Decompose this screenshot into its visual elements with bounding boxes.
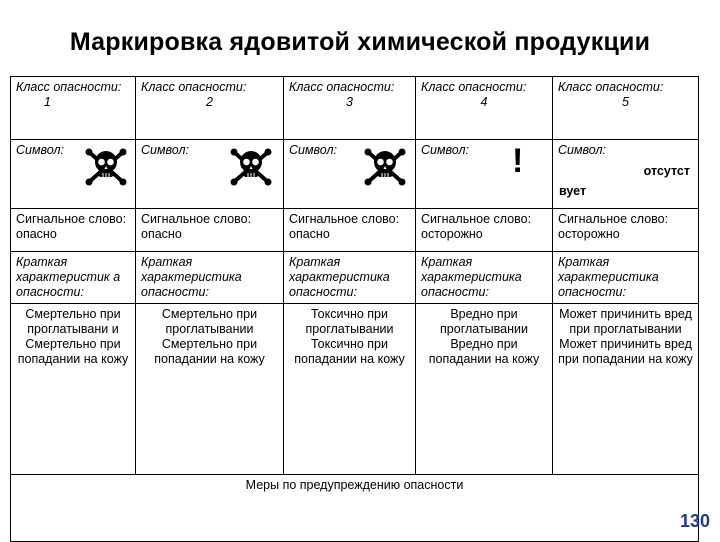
hazard-description-row <box>11 304 699 475</box>
description-cell: Смертельно при проглатывани и Смертельно при попадании на кожу <box>11 304 136 475</box>
signal-word-row <box>11 209 699 252</box>
symbol-row <box>11 140 699 209</box>
page-title: Маркировка ядовитой химической продукции <box>69 28 651 56</box>
symbol-cell-4 <box>416 140 553 209</box>
precautions-heading: Меры по предупреждению опасности <box>11 475 699 542</box>
class-cell-4 <box>416 77 553 140</box>
class-number: 4 <box>480 95 488 109</box>
short-characteristic-row <box>11 252 699 304</box>
skull-crossbones-icon <box>83 146 129 186</box>
class-label: Класс опасности: <box>141 80 247 94</box>
description-cell: Токсично при проглатывании Токсично при попадании на кожу <box>284 304 416 475</box>
class-label: Класс опасности: <box>289 80 395 94</box>
skull-crossbones-icon <box>362 146 408 186</box>
symbol-label: Символ: <box>141 143 189 157</box>
class-cell-2 <box>136 77 284 140</box>
page-number: 130 <box>679 511 710 531</box>
class-number: 2 <box>206 95 213 109</box>
short-char-cell: Краткая характеристика опасности: <box>416 252 553 304</box>
class-number: 5 <box>622 95 629 109</box>
signal-cell: Сигнальное слово: опасно <box>136 209 284 252</box>
description-cell: Может причинить вред при проглатывании Может причинить вред при попадании на кожу <box>553 304 699 475</box>
hazard-marking-table <box>10 76 699 542</box>
symbol-label: Символ: <box>421 143 469 157</box>
skull-crossbones-icon <box>228 146 274 186</box>
short-char-cell: Краткая характеристик а опасности: <box>11 252 136 304</box>
symbol-label: Символ: <box>289 143 337 157</box>
symbol-cell-3 <box>284 140 416 209</box>
class-label: Класс опасности: <box>16 80 122 94</box>
class-label: Класс опасности: <box>421 80 527 94</box>
class-cell-5 <box>553 77 699 140</box>
symbol-label: Символ: <box>16 143 64 157</box>
symbol-label: Символ: <box>558 143 606 157</box>
symbol-absent-text: отсутст <box>643 164 690 178</box>
class-cell-1 <box>11 77 136 140</box>
symbol-cell-1 <box>11 140 136 209</box>
class-number: 3 <box>346 95 353 109</box>
precautions-row <box>11 475 699 542</box>
short-char-cell: Краткая характеристика опасности: <box>553 252 699 304</box>
symbol-cell-2 <box>136 140 284 209</box>
description-cell: Смертельно при проглатывании Смертельно при попадании на кожу <box>136 304 284 475</box>
symbol-cell-5 <box>553 140 699 209</box>
exclamation-mark-icon: ! <box>512 142 524 180</box>
class-cell-3 <box>284 77 416 140</box>
signal-cell: Сигнальное слово: опасно <box>11 209 136 252</box>
description-cell: Вредно при проглатывании Вредно при попадании на кожу <box>416 304 553 475</box>
class-label: Класс опасности: <box>558 80 664 94</box>
short-char-cell: Краткая характеристика опасности: <box>136 252 284 304</box>
signal-cell: Сигнальное слово: осторожно <box>553 209 699 252</box>
short-char-cell: Краткая характеристика опасности: <box>284 252 416 304</box>
symbol-absent-text-cont: вует <box>559 184 587 198</box>
signal-cell: Сигнальное слово: осторожно <box>416 209 553 252</box>
hazard-class-row <box>11 77 699 140</box>
class-number: 1 <box>43 95 51 109</box>
signal-cell: Сигнальное слово: опасно <box>284 209 416 252</box>
